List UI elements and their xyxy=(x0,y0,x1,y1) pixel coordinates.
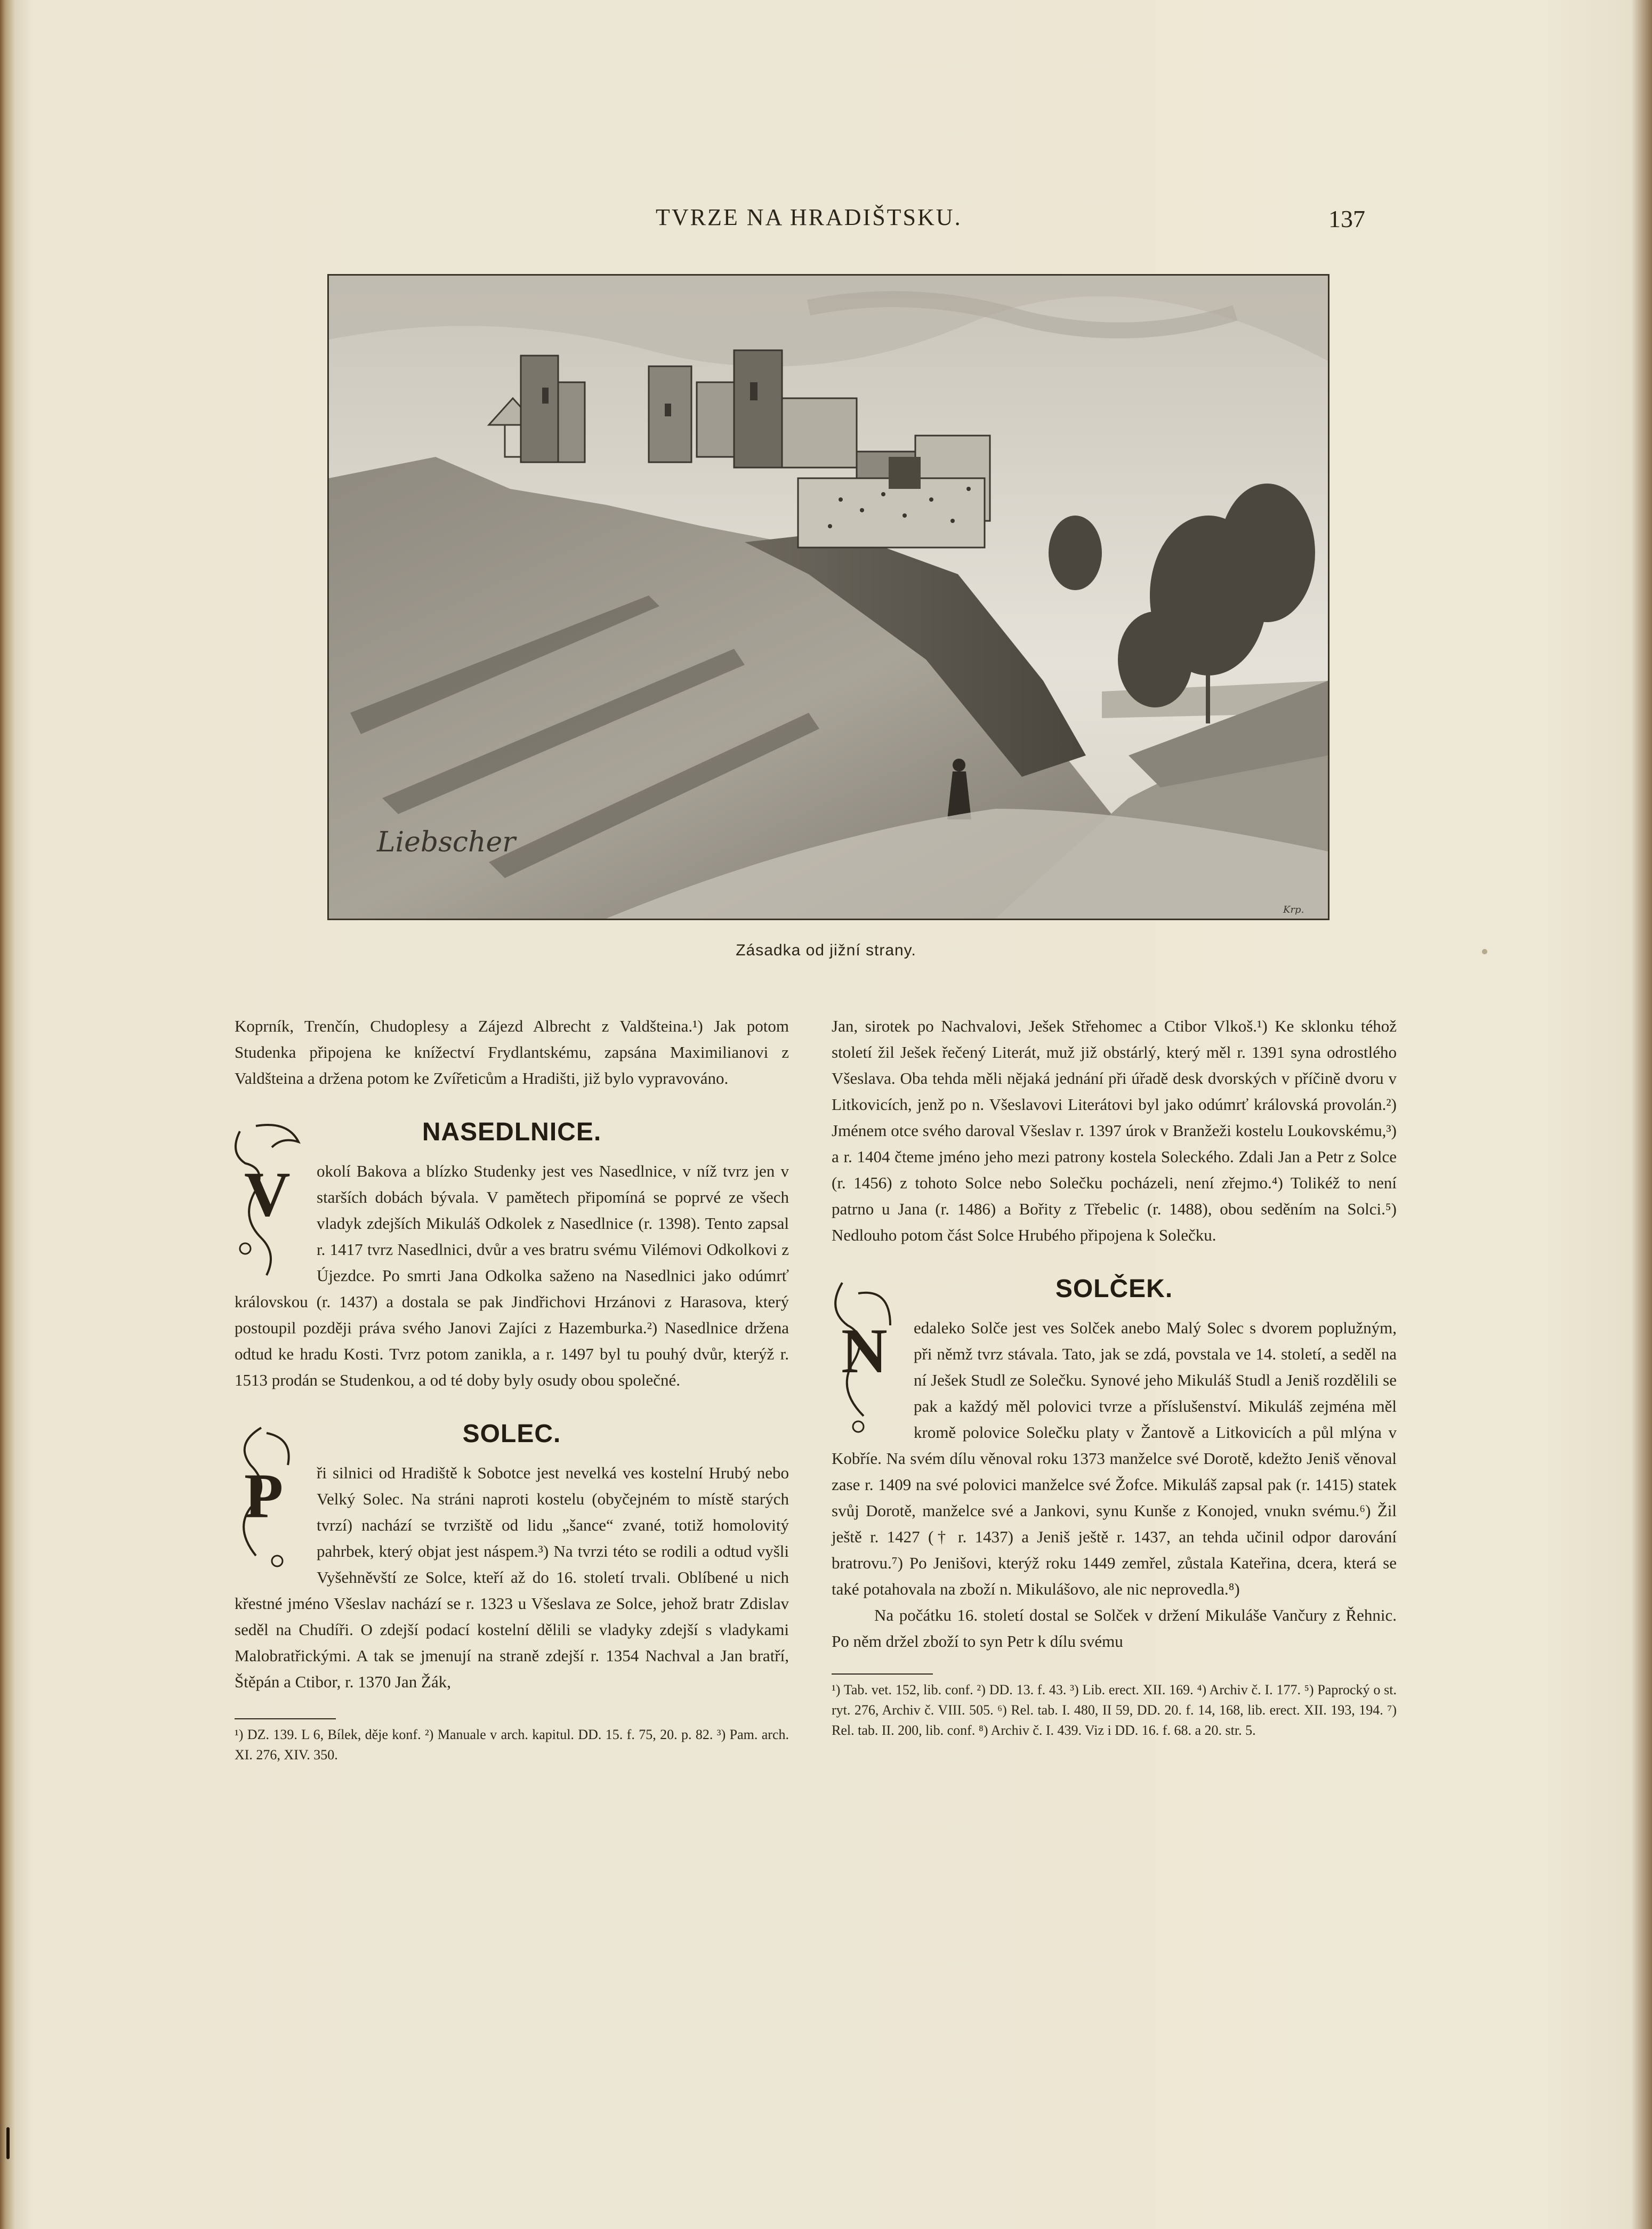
section-text-solecek: edaleko Solče jest ves Solček anebo Malý Solec s dvorem poplužným, při němž tvrz stávala. Tato, jak se zdá, povstala ve 14. století, a seděl na ní Ješek Studl ze Solečku. Synové jeho Mikuláš Studl a Jeniš rozdělili se pak a každý měl polovici tvrze a příslušenství. Mikuláš zejména měl kromě polovice Solečku platy v Žantově a Litkovicích a půl mlýna v Kobříe. Na svém dílu věnoval roku 1373 manželce své Dorotě, kdežto Jeniš věnoval zase r. 1409 na své polovici manželce své Žofce. Mikuláš zapsal pak (r. 1415) statek svůj Dorotě, manželce své a Jankovi, synu Kunše z Konojed, vnukn svému.⁶) Žil ještě r. 1427 († r. 1437) a Jeniš ještě r. 1437, an tehda učinil odpor darování bratrovu.⁷) Po Jenišovi, kterýž roku 1449 zemřel, zůstala Kateřina, dcera, která se také potahovala na zboží n. Mikulášovo, ale nic neprovedla.⁸) xyxy=(832,1318,1397,1598)
castle-ruin-illustration xyxy=(329,276,1328,919)
binding-mark xyxy=(6,2127,10,2159)
plate-caption: Zásadka od jižní strany. xyxy=(736,942,916,959)
section-heading-nasedlnice: NASEDLNICE. xyxy=(422,1118,602,1146)
ornamental-initial xyxy=(224,1121,304,1281)
initial-letter: N xyxy=(841,1315,888,1386)
artist-signature: Liebscher xyxy=(377,826,516,858)
footnotes-right: ¹) Tab. vet. 152, lib. conf. ²) DD. 13. f. 43. ³) Lib. erect. XII. 169. ⁴) Archiv č. I. 177. ⁵) Paprocký o st. ryt. 276, Archiv č. VIII. 505. ⁶) Rel. tab. I. 480, II 59, DD. 20. f. 14, 168, lib. erect. XII. 193, 194. ⁷) Rel. tab. II. 200, lib. conf. ⁸) Archiv č. I. 439. Viz i DD. 16. f. 68. a 20. str. 5. xyxy=(832,1682,1397,1738)
ornamental-initial xyxy=(821,1277,901,1437)
section-solec xyxy=(235,1421,789,1695)
section-nasedlnice xyxy=(235,1119,789,1393)
left-column xyxy=(235,1013,789,1765)
running-head: TVRZE NA HRADIŠTSKU. xyxy=(656,204,962,230)
engraver-mark: Krp. xyxy=(1283,904,1304,915)
illustration-plate xyxy=(327,274,1329,920)
ornamental-initial xyxy=(224,1422,304,1582)
paper-speck xyxy=(1482,949,1487,954)
intro-paragraph-right: Jan, sirotek po Nachvalovi, Ješek Střehomec a Ctibor Vlkoš.¹) Ke sklonku téhož století žil Ješek řečený Literát, muž již obstárlý, který měl r. 1391 syna odrostlého Všeslava. Oba tehda měli nějaká jednání při úřadě desk dvorských v příčině dvoru v Litkovicích, jenž po n. Všeslavovi Literátovi byl jako odúmrť královská provolán.²) Jménem otce svého daroval Všeslav r. 1397 úrok v Branžeži kostelu Loukovskému,³) a r. 1404 čteme jméno jeho mezi patrony kostela Soleckého. Zdali Jan a Petr z Solce (r. 1456) z tohoto Solce nebo Solečku pocházeli, není zřejmo.⁴) Tolikéž to není patrno u Jana (r. 1486) a Bořity z Třebelic (r. 1488), obou seděním na Solci.⁵) Nedlouho potom část Solce Hrubého připojena k Solečku. xyxy=(832,1017,1397,1244)
footnote-rule xyxy=(235,1718,336,1719)
intro-paragraph: Koprník, Trenčín, Chudoplesy a Zájezd Albrecht z Valdšteina.¹) Jak potom Studenka připojena ke knížectví Frydlantskému, zapsána Maximilianovi z Valdšteina a držena potom ke Zvířeticům a Hradišti, již bylo vypravováno. xyxy=(235,1017,789,1088)
section-text-nasedlnice: okolí Bakova a blízko Studenky jest ves Nasedlnice, v níž tvrz jen v starších dobách bývala. V pamětech připomíná se poprvé ze všech vladyk zdejších Mikuláš Odkolek z Nasedlnice (r. 1398). Tento zapsal r. 1417 tvrz Nasedlnici, dvůr a ves bratru svému Vilémovi Odkolkovi z Újezdce. Po smrti Jana Odkolka saženo na Nasedlnici jako odúmrť královskou (r. 1437) a dostala se pak Jindřichovi Hrzánovi z Harasova, který postoupil později práva svého Janovi Zajíci z Hazemburka.²) Nasedlnice držena odtud ke hradu Kosti. Tvrz potom zanikla, a r. 1497 byl tu pouhý dvůr, kterýž r. 1513 prodán se Studenkou, a od té doby byly osudy obou společné. xyxy=(235,1162,789,1389)
section-heading-solecek: SOLČEK. xyxy=(1055,1275,1173,1303)
page-number: 137 xyxy=(1328,205,1365,232)
initial-letter: V xyxy=(244,1158,291,1229)
initial-letter: P xyxy=(244,1460,284,1531)
footnotes-left: ¹) DZ. 139. L 6, Bílek, děje konf. ²) Manuale v arch. kapitul. DD. 15. f. 75, 20. p. 82. ³) Pam. arch. XI. 276, XIV. 350. xyxy=(235,1727,789,1763)
section-heading-solec: SOLEC. xyxy=(462,1420,561,1448)
right-column xyxy=(832,1013,1397,1741)
section-text-solecek-continued: Na počátku 16. století dostal se Solček v držení Mikuláše Vančury z Řehnic. Po něm držel zboží to syn Petr k dílu svému xyxy=(832,1606,1397,1651)
footnote-rule xyxy=(832,1673,933,1675)
section-solecek xyxy=(832,1276,1397,1654)
section-text-solec: ři silnici od Hradiště k Sobotce jest nevelká ves kostelní Hrubý nebo Velký Solec. Na stráni naproti kostelu (obyčejném to místě starých tvrzí) nachází se tvrziště od lidu „šance“ zvané, totiž homolovitý pahrbek, který objat jest náspem.³) Na tvrzi této se rodili a odtud vyšli Vyšehněvští ze Solce, kteří až do 16. století trvali. Oblíbené u nich křestné jméno Všeslav nachází se r. 1323 u Všeslava ze Solce, jehož bratr Zdislav seděl na Chudíři. O zdejší podací kostelní dělili se vladyky zdejší s vladykami Malobratřickými. A tak se jmenují na straně zdejší r. 1354 Nachval a Jan bratří, Štěpán a Ctibor, r. 1370 Jan Žák, xyxy=(235,1463,789,1691)
